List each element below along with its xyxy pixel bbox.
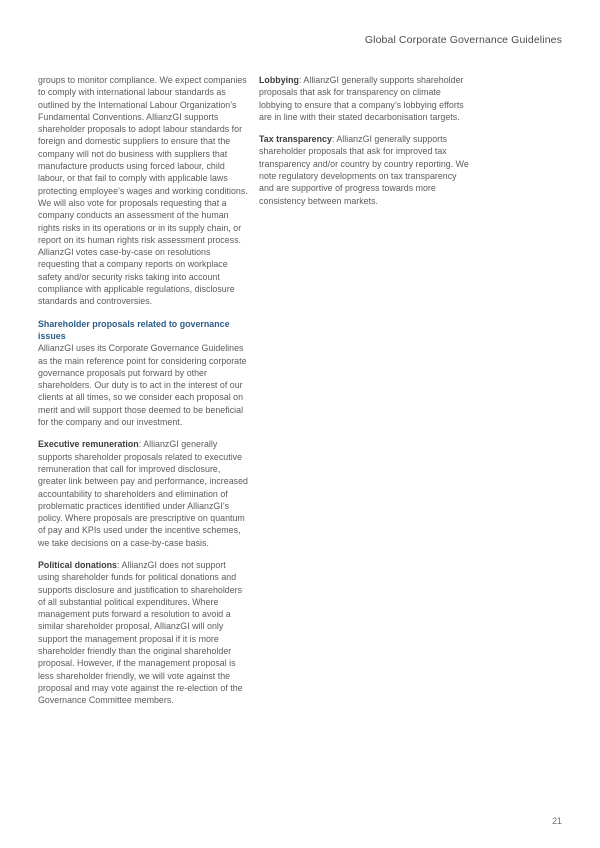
two-column-body <box>38 74 562 707</box>
topic-paragraph-executive-remuneration <box>38 438 248 549</box>
topic-text-lobbying: AllianzGI generally supports shareholder proposals that ask for transparency on climate lobbying to ensure that a company’s lobbying efforts are in line with their stated decarbonisation targets. <box>259 75 464 122</box>
topic-separator: : <box>138 439 144 450</box>
right-column <box>259 74 469 207</box>
continued-paragraph: groups to monitor compliance. We expect companies to comply with international labour standards as outlined by the International Labour Organization’s Fundamental Conventions. AllianzGI supports shareholder proposals to adopt labour standards for foreign and domestic suppliers to ensure that the company will not do business with suppliers that manufacture products using forced labour, child labour, or that fail to comply with applicable laws protecting employee’s wages and working conditions. We will also vote for proposals requesting that a company conducts an assessment of the human rights risks in its operations or in its supply chain, or report on its human rights risk assessment process. AllianzGI votes case-by-case on resolutions requesting that a company reports on workplace safety and/or security risks taking into account compliance with applicable regulations, disclosure standards and controversies. <box>38 75 248 307</box>
section-heading-shareholder-proposals-governance: Shareholder proposals related to governance issues <box>38 318 230 341</box>
topic-text-executive-remuneration: AllianzGI generally supports shareholder proposals related to executive remuneration that call for improved disclosure, greater link between pay and performance, increased accountability to shareholders and elimination of problematic practices identified under AllianzGI’s policy. Where proposals are prescriptive on quantum of pay and KPIs used under the incentive schemes, we take decisions on a case-by-case basis. <box>38 439 248 548</box>
topic-paragraph-lobbying <box>259 74 469 123</box>
topic-text-political-donations: AllianzGI does not support using shareholder funds for political donations and supports disclosure and justification to shareholders of all substantial political expenditures. Where management puts forward a resolution to avoid a similar shareholder proposal, AllianzGI will only support the management proposal if it is more shareholder friendly than the original shareholder proposal. However, if the management proposal is less shareholder friendly, we will vote against the proposal and may vote against the re-election of the Governance Committee members. <box>38 559 243 706</box>
left-column <box>38 74 248 707</box>
topic-label-tax-transparency: Tax transparency <box>259 134 332 145</box>
topic-separator: : <box>117 559 122 570</box>
section-intro-paragraph: AllianzGI uses its Corporate Governance Guidelines as the main reference point for considering corporate governance proposals put forward by other shareholders. Our duty is to act in the interest of our clients at all times, so we consider each proposal on merit and will support those deemed to be beneficial for the company and our investment. <box>38 343 247 428</box>
topic-separator: : <box>298 75 304 85</box>
topic-label-political-donations: Political donations <box>38 559 117 570</box>
topic-text-tax-transparency: AllianzGI generally supports shareholder proposals that ask for improved tax transparency and/or country by country reporting. We note regulatory developments on tax transparency and are supportive of progress towards more consistency between markets. <box>259 134 469 206</box>
page-header-title: Global Corporate Governance Guidelines <box>364 34 562 46</box>
topic-paragraph-political-donations <box>38 559 248 707</box>
page-number: 21 <box>552 816 562 826</box>
topic-label-executive-remuneration: Executive remuneration <box>38 439 139 450</box>
topic-separator: : <box>331 134 337 145</box>
topic-label-lobbying: Lobbying <box>259 75 299 85</box>
topic-paragraph-tax-transparency <box>259 133 469 207</box>
